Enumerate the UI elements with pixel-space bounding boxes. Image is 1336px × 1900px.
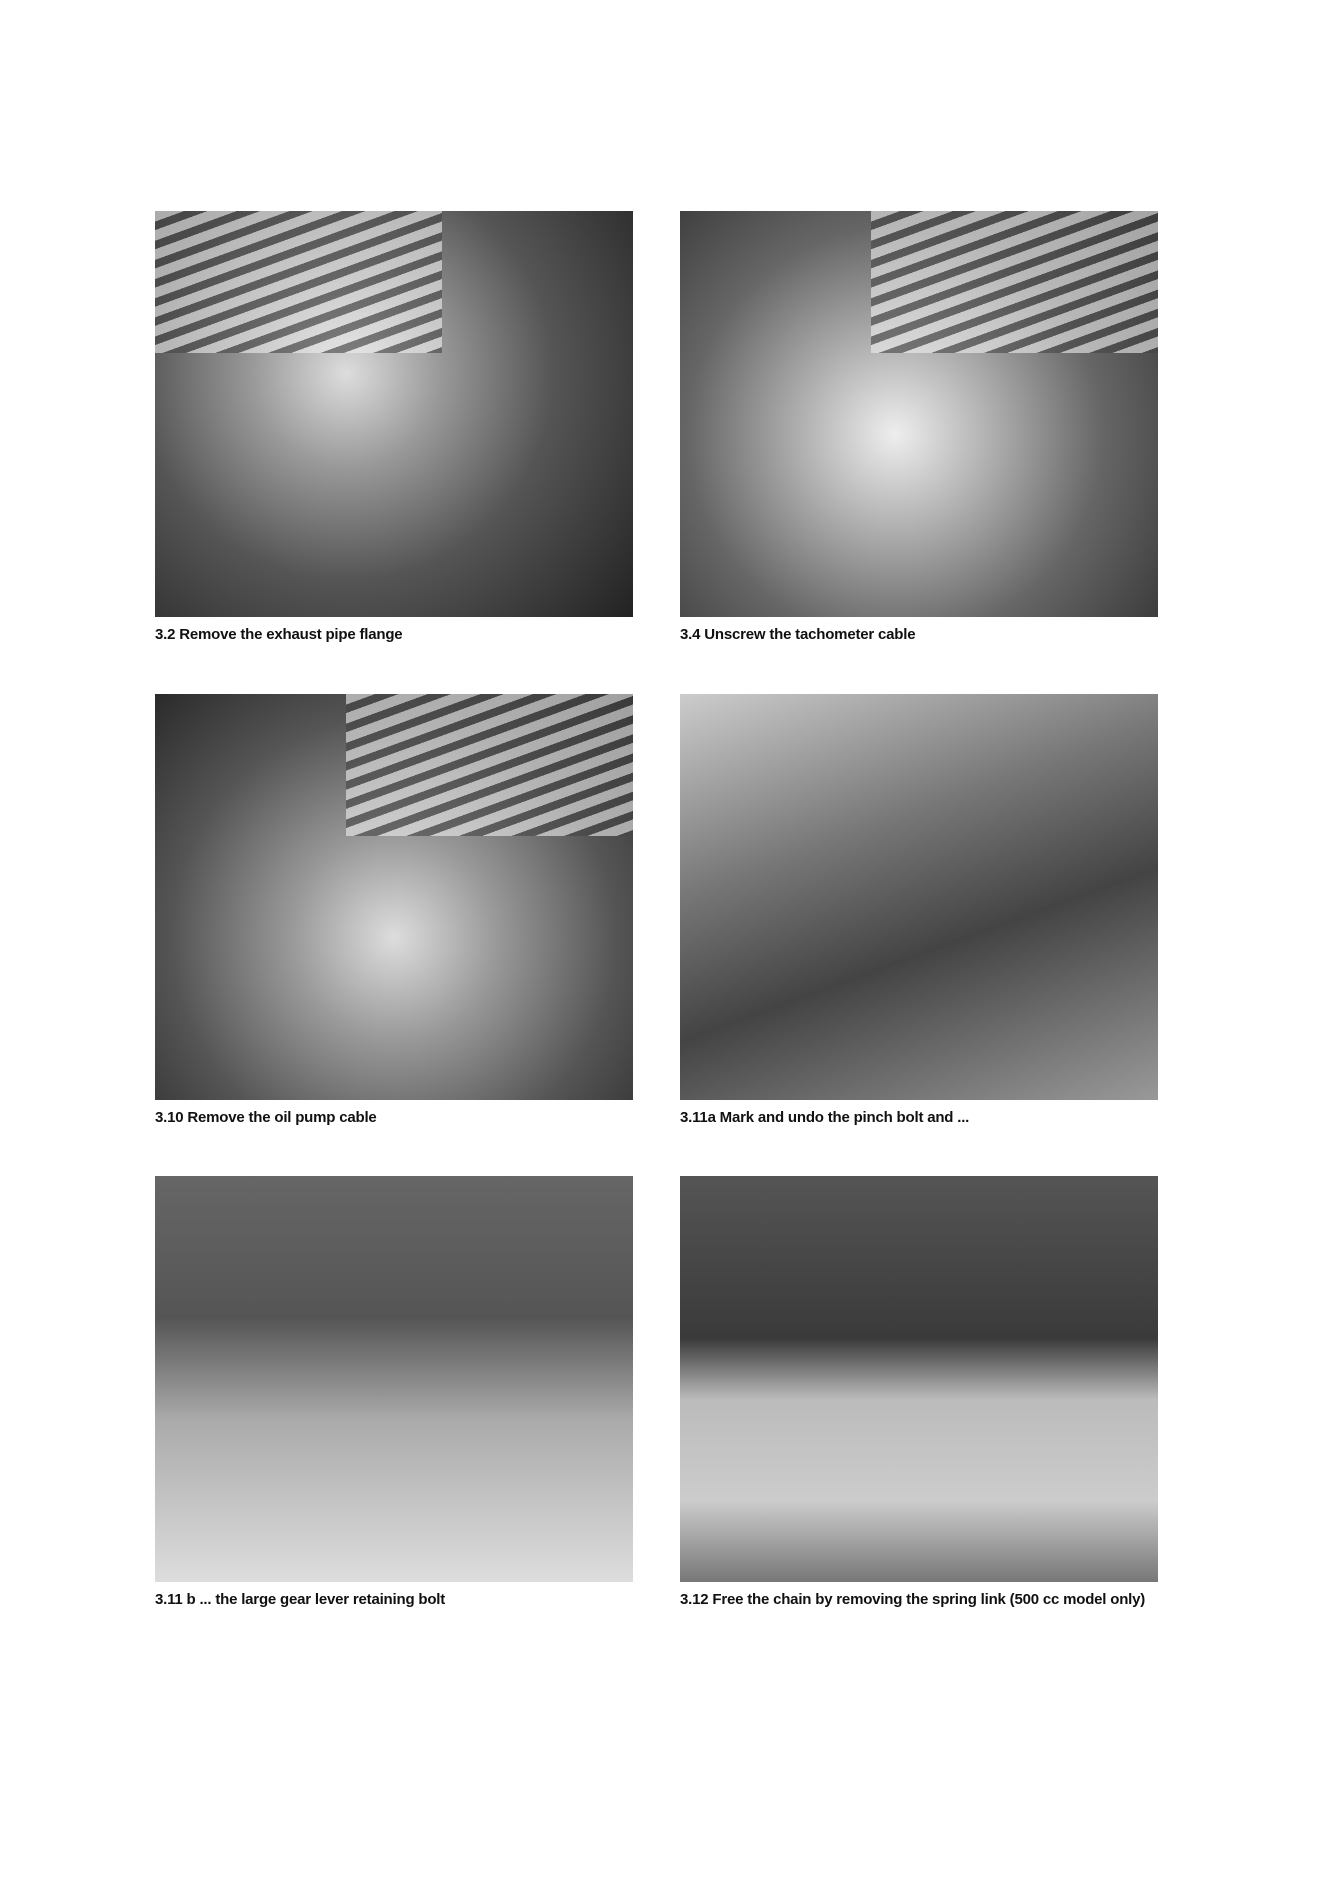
photo-exhaust-flange (155, 211, 633, 617)
figure-3-10 (155, 694, 633, 1127)
figure-3-11a (680, 694, 1158, 1127)
figure-3-11b (155, 1176, 633, 1609)
caption: 3.2 Remove the exhaust pipe flange (155, 626, 403, 643)
caption: 3.11 b ... the large gear lever retaining bolt (155, 1591, 446, 1608)
photo-chain-spring-link (680, 1176, 1158, 1582)
photo-gear-lever (155, 1176, 633, 1582)
caption: 3.11a Mark and undo the pinch bolt and ... (680, 1109, 970, 1126)
caption: 3.12 Free the chain by removing the spring link (500 cc model only) (680, 1591, 1146, 1608)
photo-pinch-bolt (680, 694, 1158, 1100)
caption: 3.10 Remove the oil pump cable (155, 1109, 377, 1126)
photo-oil-pump-cable (155, 694, 633, 1100)
caption: 3.4 Unscrew the tachometer cable (680, 626, 916, 643)
figure-3-2 (155, 211, 633, 644)
photo-tachometer-cable (680, 211, 1158, 617)
figure-3-4 (680, 211, 1158, 644)
figure-3-12 (680, 1176, 1158, 1609)
